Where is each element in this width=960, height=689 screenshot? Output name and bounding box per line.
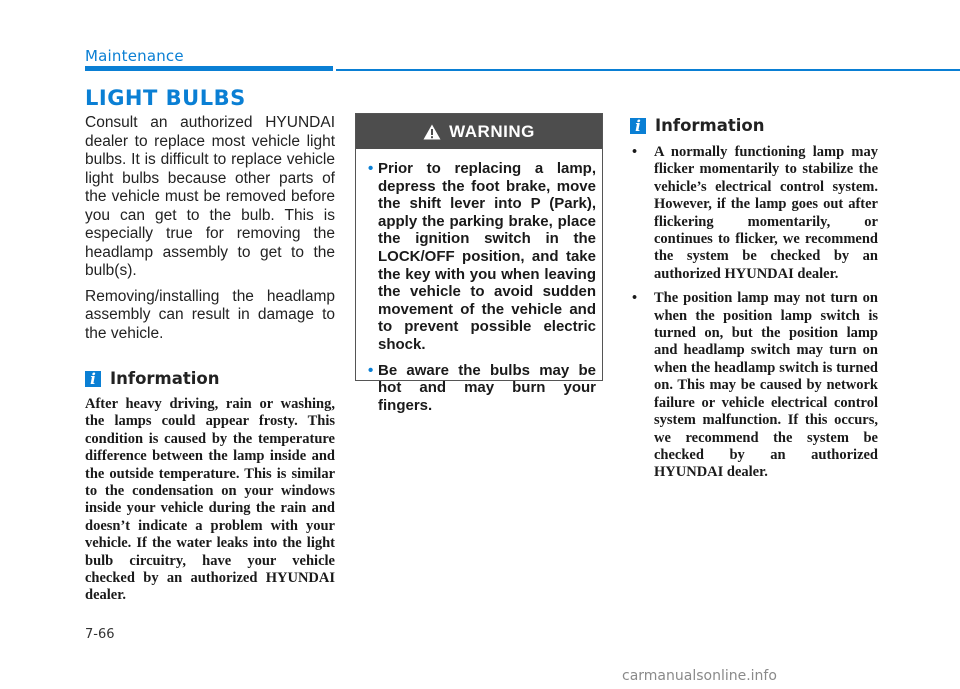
warning-item — [368, 160, 596, 354]
info-title-right: Information — [655, 116, 765, 135]
info-header-left — [85, 369, 335, 388]
page-title: LIGHT BULBS — [85, 86, 246, 110]
warning-item-text: Prior to replacing a lamp, depress the foot brake, move the shift lever into P (Park), apply the parking brake, place the ignition switch in the LOCK/OFF position, and take the key with you when leaving the vehicle to avoid sudden movement of the vehicle and to prevent possible electric shock. — [378, 160, 596, 353]
header-rule-thin — [336, 69, 960, 71]
warning-item-text: Be aware the bulbs may be hot and may burn your fingers. — [378, 361, 596, 414]
warning-title: WARNING — [449, 121, 535, 141]
info-body-left: After heavy driving, rain or washing, the lamps could appear frosty. This condition is caused by the temperature difference between the lamp inside and the outside temperature. This is similar to the condensation on your windows inside your vehicle during the rain and doesn’t indicate a problem with your vehicle. If the water leaks into the light bulb circuitry, have your vehicle checked by an authorized HYUNDAI dealer. — [85, 396, 335, 604]
bullet-icon: • — [368, 160, 374, 177]
page-number: 7-66 — [85, 627, 115, 642]
header-rule-thick — [85, 66, 333, 71]
info-item-text: The position lamp may not turn on when the position lamp switch is turned on, but the position lamp and headlamp switch may turn on when the headlamp switch is turned on. This may be caused by network failure or vehicle electrical control system malfunction. If this occurs, we recommend the system be checked by an authorized HYUNDAI dealer. — [654, 290, 878, 481]
warning-triangle-icon — [423, 124, 441, 140]
info-list-item — [630, 144, 878, 283]
bullet-icon: • — [368, 361, 374, 379]
body-paragraph-1: Consult an authorized HYUNDAI dealer to replace most vehicle light bulbs. It is difficult to replace vehicle light bulbs because other parts of the vehicle must be removed before you can get to the bulb. This is especially true for removing the headlamp assembly to get to the bulb(s). — [85, 114, 335, 279]
warning-box — [355, 113, 603, 414]
body-paragraph-2: Removing/installing the headlamp assembly can result in damage to the vehicle. — [85, 287, 335, 342]
watermark: carmanualsonline.info — [622, 668, 777, 684]
info-header-right — [630, 116, 878, 135]
bullet-icon: • — [632, 144, 638, 160]
info-list-item — [630, 290, 878, 481]
info-title-left: Information — [110, 369, 220, 388]
section-label: Maintenance — [85, 47, 184, 65]
info-item-text: A normally functioning lamp may flicker momentarily to stabilize the vehicle’s electrical control system. However, if the lamp goes out after flickering momentarily, or continues to flicker, we recommend the system be checked by an authorized HYUNDAI dealer. — [654, 144, 878, 282]
warning-header — [356, 114, 602, 149]
left-column — [85, 114, 335, 605]
warning-item — [368, 362, 596, 415]
info-icon: i — [85, 371, 101, 387]
info-list-right — [630, 144, 878, 482]
right-column — [630, 110, 878, 489]
info-icon: i — [630, 118, 646, 134]
bullet-icon: • — [632, 290, 638, 307]
warning-list — [356, 149, 602, 414]
